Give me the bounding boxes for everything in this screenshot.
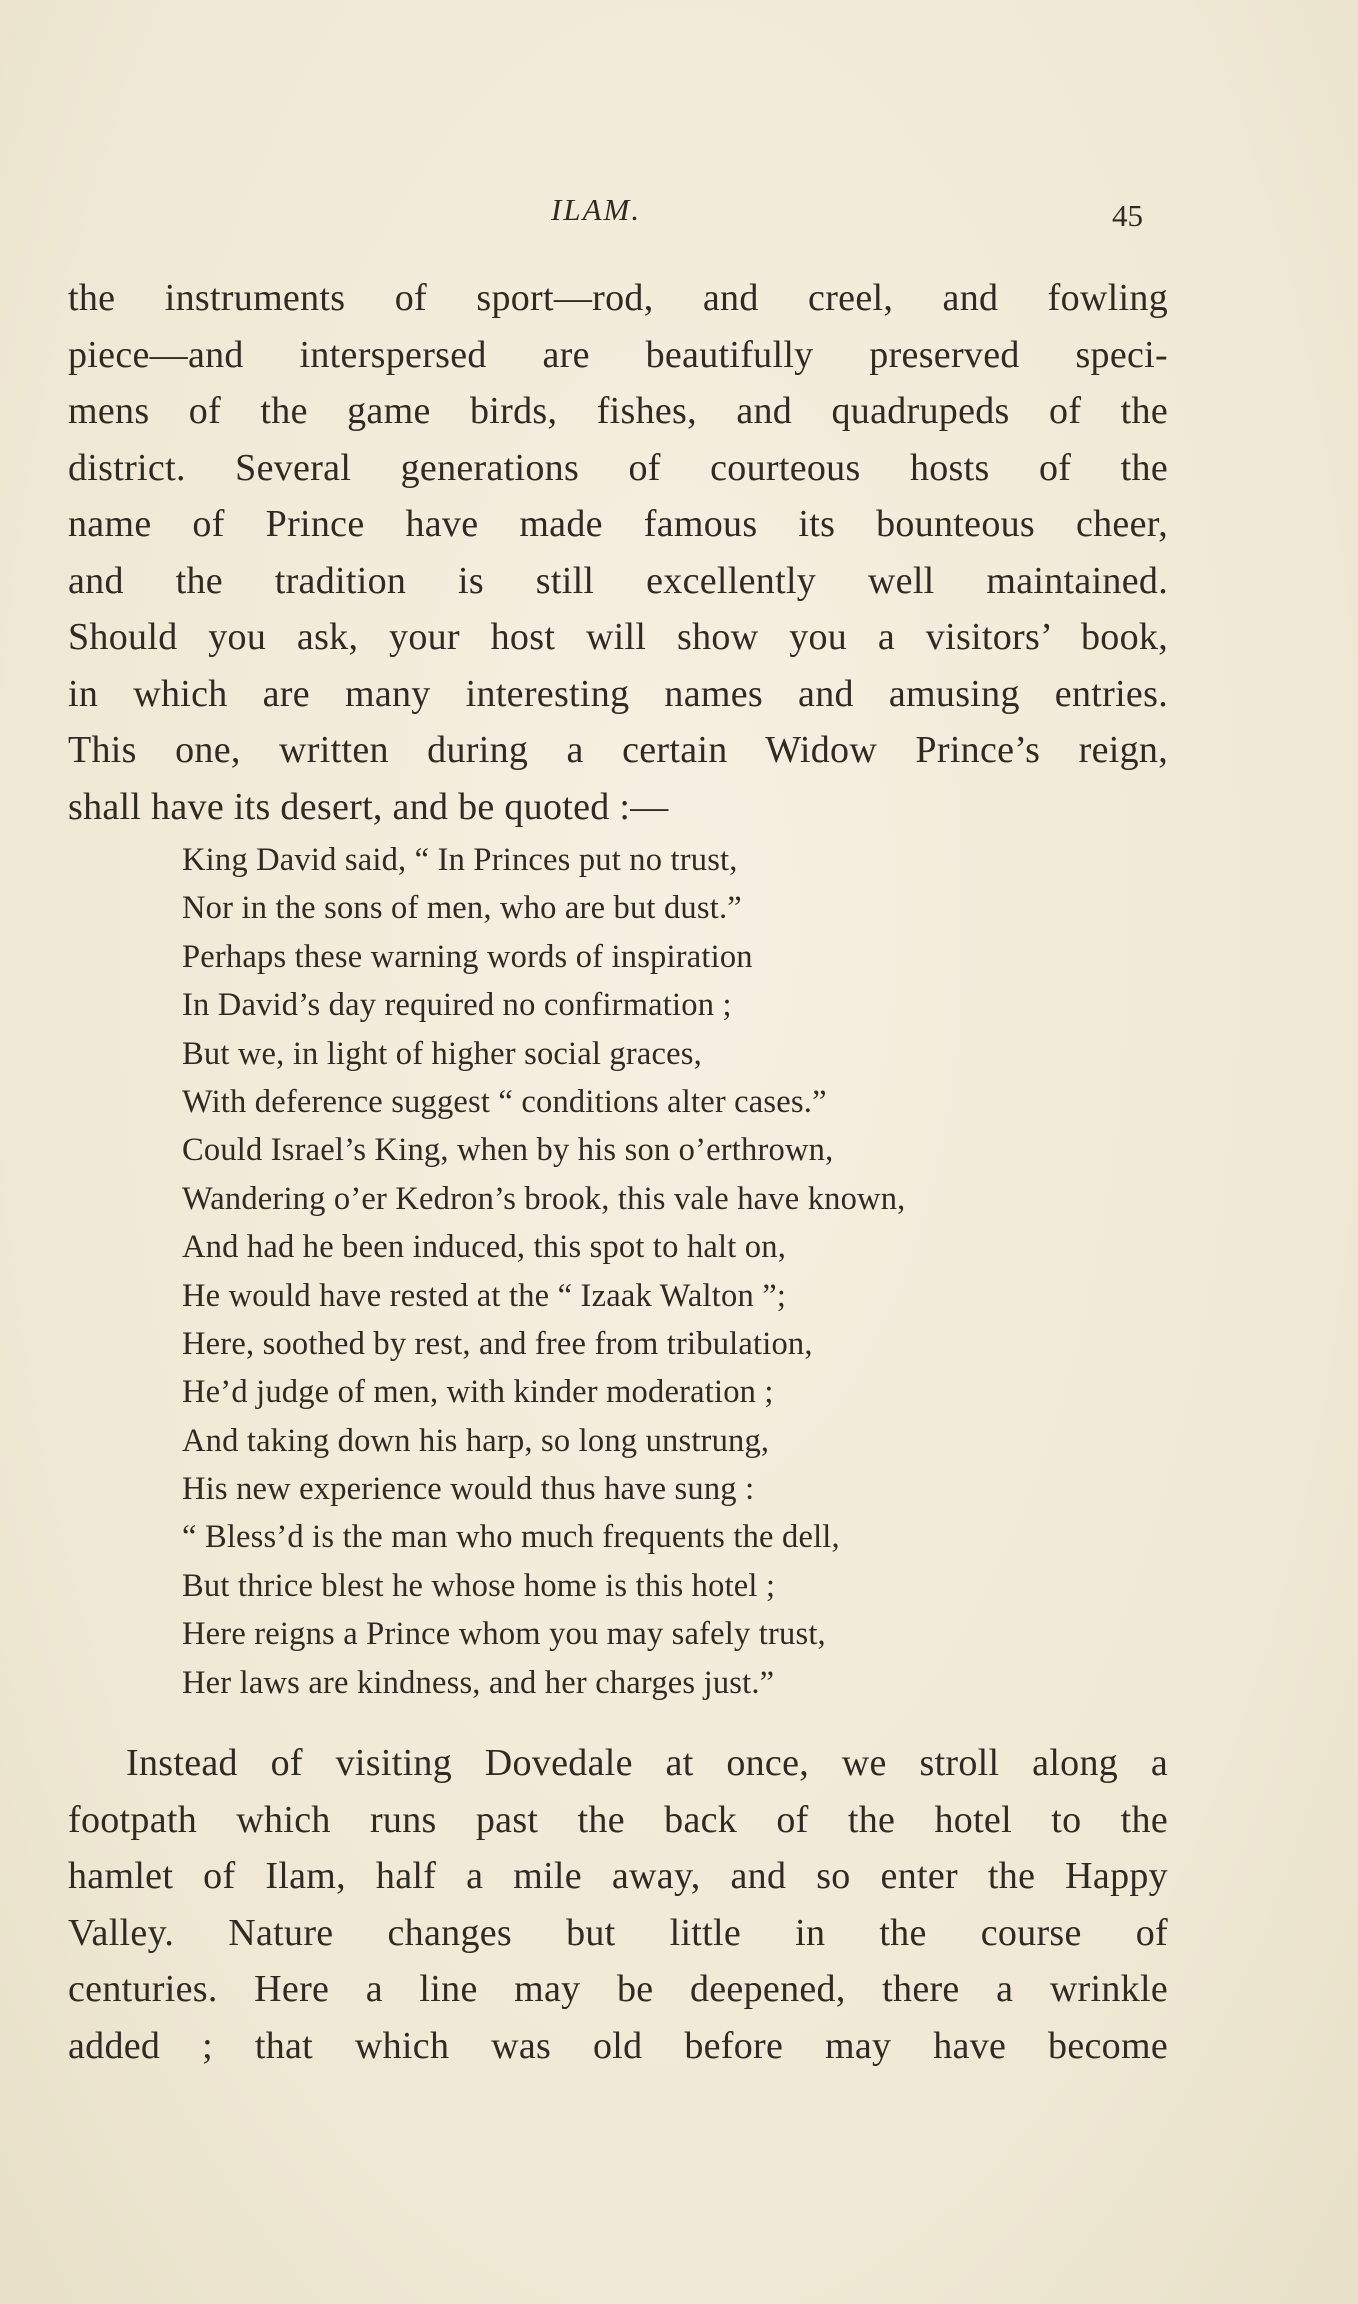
text-line: Should you ask, your host will show you a visitors’ book, bbox=[68, 616, 1168, 658]
verse-line: Could Israel’s King, when by his son o’erthrown, bbox=[182, 1132, 834, 1169]
text-line: district. Several generations of courteous hosts of the bbox=[68, 446, 1168, 489]
text-line: the instruments of sport—rod, and creel, and fowling bbox=[68, 277, 1168, 319]
page-number: 45 bbox=[1112, 198, 1143, 233]
verse-line: Perhaps these warning words of inspiration bbox=[182, 938, 753, 975]
text-line: added ; that which was old before may have become bbox=[68, 2024, 1168, 2067]
verse-line: But we, in light of higher social graces, bbox=[182, 1035, 702, 1072]
verse-line: And taking down his harp, so long unstrung, bbox=[182, 1422, 770, 1459]
verse-line: King David said, “ In Princes put no trust, bbox=[182, 842, 738, 878]
verse-line: And had he been induced, this spot to halt on, bbox=[182, 1229, 787, 1266]
text-line: and the tradition is still excellently well maintained. bbox=[68, 559, 1168, 602]
text-line: hamlet of Ilam, half a mile away, and so enter the Happy bbox=[68, 1855, 1168, 1897]
verse-line: His new experience would thus have sung : bbox=[182, 1471, 755, 1508]
verse-line: Her laws are kindness, and her charges just.” bbox=[182, 1664, 775, 1701]
text-line: piece—and interspersed are beautifully preserved speci- bbox=[68, 333, 1168, 376]
verse-line: Wandering o’er Kedron’s brook, this vale have known, bbox=[182, 1180, 906, 1217]
text-line: in which are many interesting names and amusing entries. bbox=[68, 672, 1168, 715]
verse-line: Here, soothed by rest, and free from tribulation, bbox=[182, 1325, 813, 1362]
text-line: Valley. Nature changes but little in the course of bbox=[68, 1911, 1168, 1954]
running-head bbox=[0, 192, 1358, 232]
verse-line: He’d judge of men, with kinder moderation ; bbox=[182, 1374, 774, 1411]
verse-line: In David’s day required no confirmation ; bbox=[182, 987, 732, 1024]
verse-line: He would have rested at the “ Izaak Walton ”; bbox=[182, 1277, 787, 1314]
text-line: footpath which runs past the back of the hotel to the bbox=[68, 1798, 1168, 1841]
verse-quotation bbox=[182, 836, 1182, 1707]
verse-line: With deference suggest “ conditions alter cases.” bbox=[182, 1083, 827, 1120]
paragraph-2 bbox=[68, 1735, 1168, 2074]
text-line: shall have its desert, and be quoted :— bbox=[68, 785, 669, 828]
text-line: This one, written during a certain Widow Prince’s reign, bbox=[68, 729, 1168, 771]
text-line: name of Prince have made famous its bounteous cheer, bbox=[68, 503, 1168, 545]
verse-line: But thrice blest he whose home is this hotel ; bbox=[182, 1567, 776, 1604]
chapter-title: ILAM. bbox=[551, 192, 642, 227]
verse-line: Nor in the sons of men, who are but dust.” bbox=[182, 890, 742, 927]
text-line: Instead of visiting Dovedale at once, we stroll along a bbox=[126, 1742, 1168, 1784]
text-line: mens of the game birds, fishes, and quadrupeds of the bbox=[68, 390, 1168, 432]
text-line: centuries. Here a line may be deepened, there a wrinkle bbox=[68, 1968, 1168, 2010]
verse-line: Here reigns a Prince whom you may safely trust, bbox=[182, 1616, 826, 1653]
paragraph-1 bbox=[68, 270, 1168, 835]
verse-line: “ Bless’d is the man who much frequents the dell, bbox=[182, 1519, 840, 1556]
